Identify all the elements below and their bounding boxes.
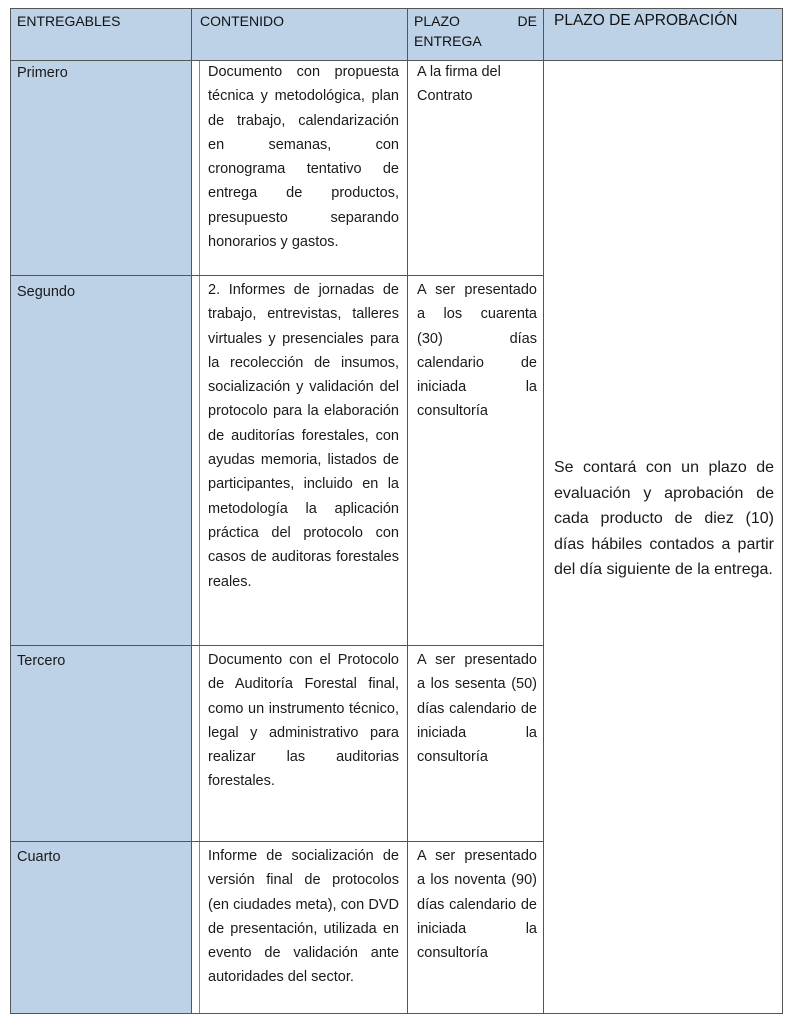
- header-entrega-word: ENTREGA: [414, 33, 482, 49]
- deliverables-table: [10, 8, 783, 1014]
- row-2-label: Segundo: [17, 284, 76, 300]
- row-divider-3: [11, 841, 543, 842]
- col-divider-1: [191, 9, 192, 1013]
- row-3-label: Tercero: [17, 653, 66, 669]
- row-1-deadline: A la firma del Contrato: [417, 64, 501, 105]
- row-2-deadline: A ser presentado a los cuarenta (30) días calendario de iniciada la consultoría: [417, 282, 537, 420]
- row-4-deadline: A ser presentado a los noventa (90) días calendario de iniciada la consultoría: [417, 848, 537, 962]
- row-1-content: Documento con propuesta técnica y metodológica, plan de trabajo, calendarización en semanas, con cronograma tentativo de entrega de productos, presupuesto separando honorarios y gastos.: [208, 64, 399, 251]
- header-plazo-word: PLAZO: [414, 13, 460, 29]
- header-plazo-aprobacion: PLAZO DE APROBACIÓN: [554, 12, 738, 29]
- row-4-content: Informe de socialización de versión final de protocolos (en ciudades meta), con DVD de presentación, utilizada en evento de validación ante autoridades del sector.: [208, 848, 399, 986]
- row-3-content: Documento con el Protocolo de Auditoría Forestal final, como un instrumento técnico, legal y administrativo para realizar las auditorias forestales.: [208, 652, 399, 790]
- row-2-content: 2. Informes de jornadas de trabajo, entrevistas, talleres virtuales y presenciales para la recolección de insumos, socialización y validación del protocolo para la elaboración de auditorías forestales, con ayudas memoria, listados de participantes, incluido en la metodología la aplicación práctica del protocolo con casos de auditoras forestales reales.: [208, 282, 399, 590]
- header-entregables: ENTREGABLES: [17, 13, 121, 29]
- row-3-deadline: A ser presentado a los sesenta (50) días calendario de iniciada la consultoría: [417, 652, 537, 766]
- row-1-label: Primero: [17, 65, 68, 81]
- row-divider-1: [11, 275, 543, 276]
- header-de-word: DE: [517, 13, 537, 29]
- row-4-label: Cuarto: [17, 849, 61, 865]
- header-contenido: CONTENIDO: [200, 13, 284, 29]
- row-divider-2: [11, 645, 543, 646]
- header-plazo-entrega: [408, 9, 543, 53]
- approval-text: Se contará con un plazo de evaluación y aprobación de cada producto de diez (10) días hábiles contados a partir del día siguiente de la entrega.: [554, 459, 774, 578]
